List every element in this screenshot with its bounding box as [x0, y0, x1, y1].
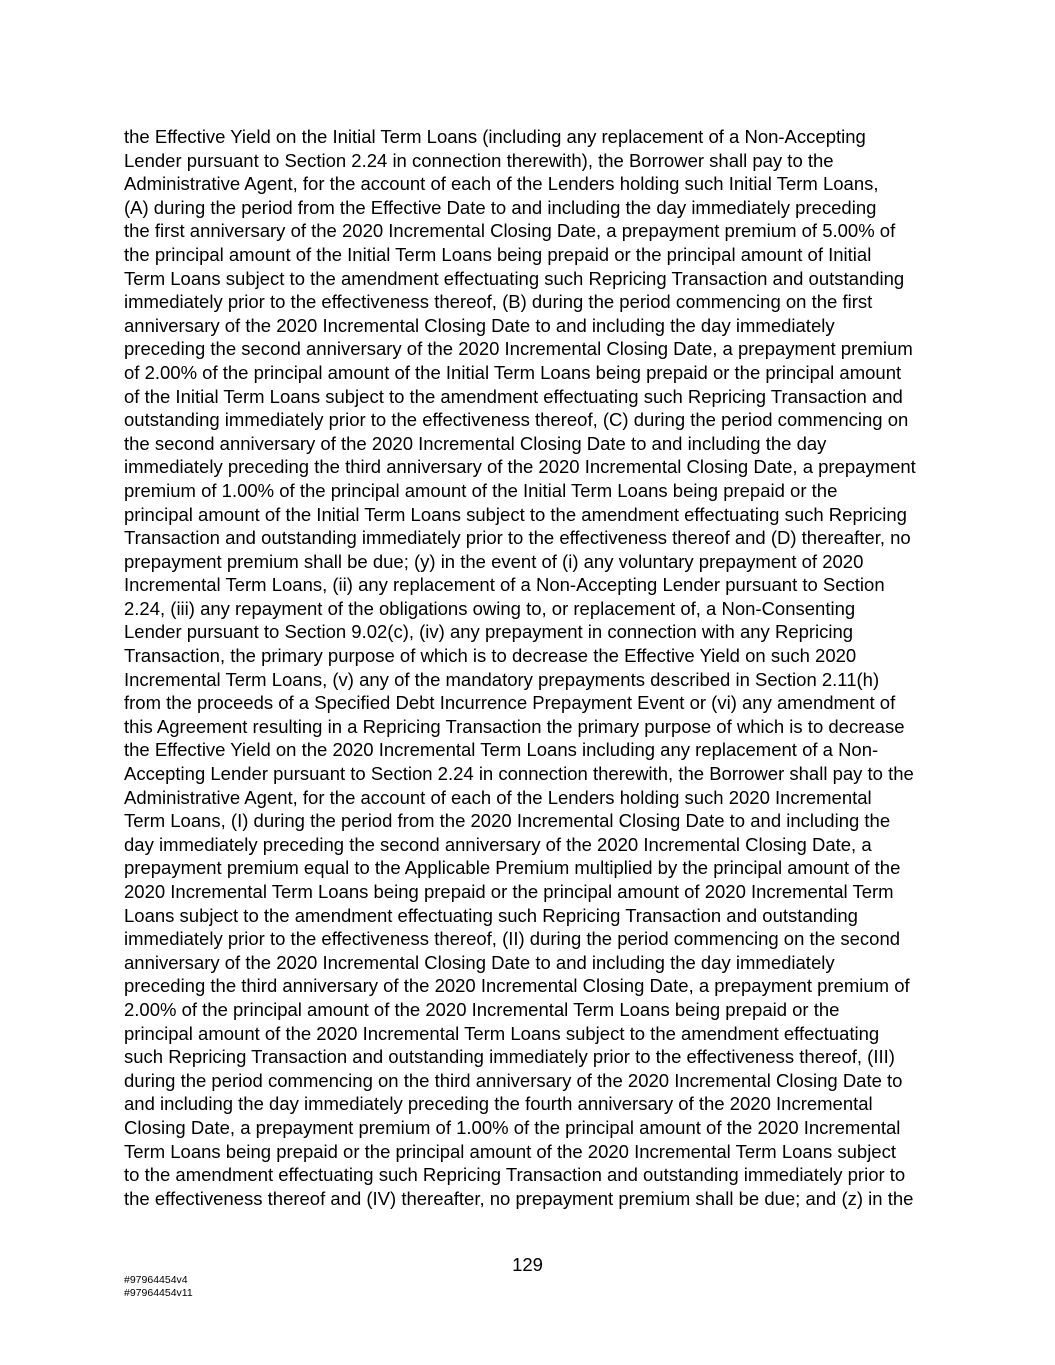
text-line: the Effective Yield on the Initial Term Loans (including any replacement of a Non-Accepting [124, 126, 866, 147]
text-line: the effectiveness thereof and (IV) thereafter, no prepayment premium shall be due; and (z) in the [124, 1187, 914, 1209]
document-ids [124, 1274, 193, 1299]
text-line: Term Loans being prepaid or the principal amount of the 2020 Incremental Term Loans subject [124, 1140, 896, 1162]
text-line: immediately preceding the third anniversary of the 2020 Incremental Closing Date, a prepayment [124, 456, 916, 478]
page-number: 129 [512, 1254, 543, 1275]
text-line: the Effective Yield on the 2020 Incremental Term Loans including any replacement of a Non- [124, 739, 879, 761]
text-line: premium of 1.00% of the principal amount of the Initial Term Loans being prepaid or the [124, 479, 838, 501]
text-line: during the period commencing on the third anniversary of the 2020 Incremental Closing Date to [124, 1069, 903, 1091]
text-line: the principal amount of the Initial Term Loans being prepaid or the principal amount of Initial [124, 243, 872, 265]
text-line: Incremental Term Loans, (v) any of the mandatory prepayments described in Section 2.11(h) [124, 668, 880, 690]
text-line: Term Loans subject to the amendment effectuating such Repricing Transaction and outstanding [124, 267, 905, 289]
text-line: such Repricing Transaction and outstanding immediately prior to the effectiveness thereof, (III) [124, 1046, 895, 1068]
text-line: 2.00% of the principal amount of the 2020 Incremental Term Loans being prepaid or the [124, 998, 840, 1020]
text-line: Administrative Agent, for the account of each of the Lenders holding such 2020 Incremental [124, 786, 872, 808]
text-line: preceding the third anniversary of the 2020 Incremental Closing Date, a prepayment premium of [124, 975, 910, 997]
text-line: (A) during the period from the Effective Date to and including the day immediately preceding [124, 196, 877, 218]
text-line: Closing Date, a prepayment premium of 1.00% of the principal amount of the 2020 Incremental [124, 1116, 901, 1138]
text-line: the second anniversary of the 2020 Incremental Closing Date to and including the day [124, 432, 827, 454]
text-line: from the proceeds of a Specified Debt Incurrence Prepayment Event or (vi) any amendment of [124, 692, 896, 714]
document-id: #97964454v11 [124, 1286, 193, 1299]
text-line: Term Loans, (I) during the period from the 2020 Incremental Closing Date to and including the [124, 810, 891, 832]
text-line: day immediately preceding the second anniversary of the 2020 Incremental Closing Date, a [124, 833, 872, 855]
text-line: prepayment premium equal to the Applicable Premium multiplied by the principal amount of the [124, 857, 901, 879]
text-line: to the amendment effectuating such Repricing Transaction and outstanding immediately prior to [124, 1164, 906, 1186]
text-line: Lender pursuant to Section 9.02(c), (iv) any prepayment in connection with any Repricing [124, 621, 854, 643]
text-line: Accepting Lender pursuant to Section 2.24 in connection therewith, the Borrower shall pay to the [124, 763, 914, 785]
text-line: anniversary of the 2020 Incremental Closing Date to and including the day immediately [124, 951, 835, 973]
text-line: the first anniversary of the 2020 Incremental Closing Date, a prepayment premium of 5.00% of [124, 220, 896, 242]
body-text [124, 125, 944, 1210]
text-line: and including the day immediately preceding the fourth anniversary of the 2020 Incremental [124, 1093, 873, 1115]
text-line: Incremental Term Loans, (ii) any replacement of a Non-Accepting Lender pursuant to Section [124, 574, 885, 596]
text-line: outstanding immediately prior to the effectiveness thereof, (C) during the period commencing on [124, 409, 909, 431]
text-line: principal amount of the Initial Term Loans subject to the amendment effectuating such Repricing [124, 503, 907, 525]
text-line: Transaction, the primary purpose of which is to decrease the Effective Yield on such 2020 [124, 645, 857, 667]
text-line: prepayment premium shall be due; (y) in the event of (i) any voluntary prepayment of 2020 [124, 550, 864, 572]
text-line: Administrative Agent, for the account of each of the Lenders holding such Initial Term Loans, [124, 173, 879, 195]
text-line: 2.24, (iii) any repayment of the obligations owing to, or replacement of, a Non-Consenting [124, 597, 856, 619]
text-line: Transaction and outstanding immediately prior to the effectiveness thereof and (D) thereafter, no [124, 527, 911, 549]
text-line: 2020 Incremental Term Loans being prepaid or the principal amount of 2020 Incremental Term [124, 881, 894, 902]
text-line: immediately prior to the effectiveness thereof, (B) during the period commencing on the first [124, 291, 873, 313]
text-line: of the Initial Term Loans subject to the amendment effectuating such Repricing Transaction and [124, 385, 903, 407]
text-line: principal amount of the 2020 Incremental Term Loans subject to the amendment effectuating [124, 1022, 880, 1044]
document-id: #97964454v4 [124, 1274, 188, 1286]
text-line: of 2.00% of the principal amount of the Initial Term Loans being prepaid or the principal amount [124, 361, 902, 383]
text-line: preceding the second anniversary of the 2020 Incremental Closing Date, a prepayment premium [124, 338, 913, 360]
text-line: anniversary of the 2020 Incremental Closing Date to and including the day immediately [124, 314, 835, 336]
text-line: Lender pursuant to Section 2.24 in connection therewith), the Borrower shall pay to the [124, 149, 834, 171]
text-line: Loans subject to the amendment effectuating such Repricing Transaction and outstanding [124, 904, 858, 926]
text-line: this Agreement resulting in a Repricing Transaction the primary purpose of which is to decrease [124, 715, 905, 737]
text-line: immediately prior to the effectiveness thereof, (II) during the period commencing on the second [124, 928, 901, 950]
